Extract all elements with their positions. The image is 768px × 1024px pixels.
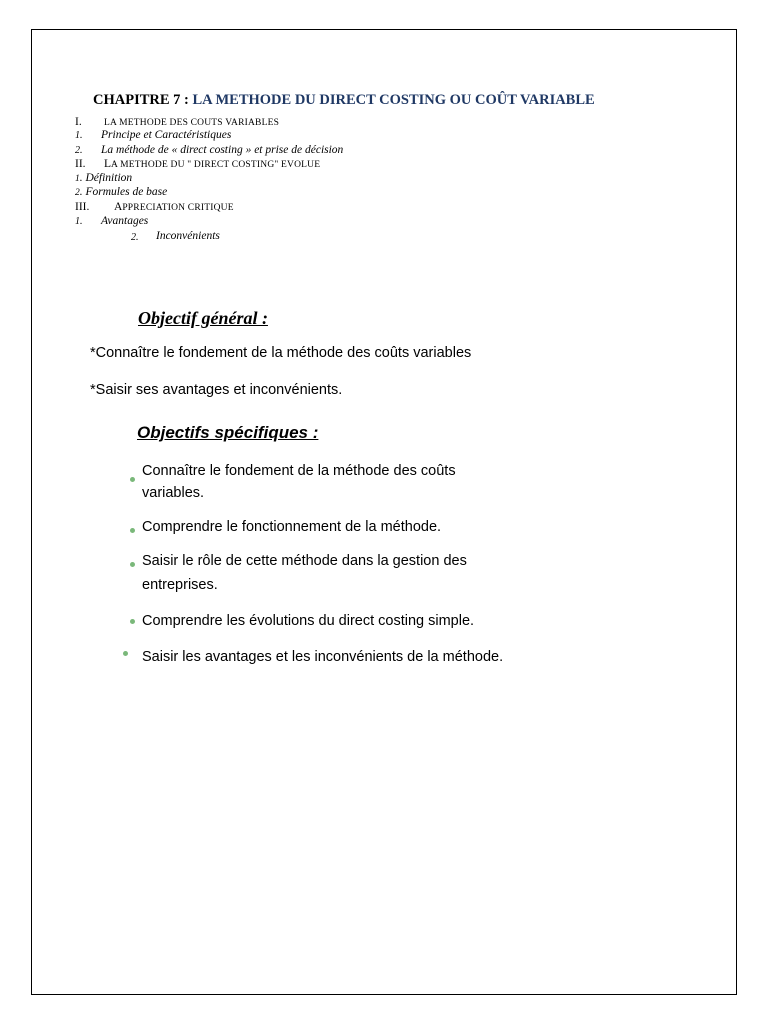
bullet-icon [130, 562, 135, 567]
toc-num: 2. [131, 232, 139, 243]
toc-item-2: Principe et Caractéristiques [101, 129, 232, 141]
toc-item-1: LA METHODE DES COUTS VARIABLES [104, 118, 280, 128]
toc-item-5 [75, 171, 132, 186]
specific-item-3-line-1: Saisir le rôle de cette méthode dans la gestion des [142, 553, 467, 569]
chapter-number: CHAPITRE 7 : [93, 92, 193, 108]
bullet-icon [130, 477, 135, 482]
toc-initial: A [114, 201, 123, 213]
specific-item-3-line-2: entreprises. [142, 577, 218, 593]
bullet-icon [123, 651, 128, 656]
toc-item-3: La méthode de « direct costing » et prise de décision [101, 144, 344, 156]
specific-item-1-line-2: variables. [142, 485, 205, 501]
toc-rest: PPRECIATION CRITIQUE [122, 203, 234, 213]
toc-num: 1. [75, 130, 83, 141]
toc-num: I. [75, 116, 82, 128]
toc-initial: L [104, 158, 112, 170]
toc-item-9: Inconvénients [156, 230, 220, 242]
bullet-icon [130, 528, 135, 533]
chapter-title [93, 92, 595, 109]
toc-item-8: Avantages [101, 215, 149, 227]
toc-num: II. [75, 158, 86, 170]
toc-num: 2 [75, 188, 80, 198]
toc-num: III. [75, 201, 90, 213]
toc-text: . Formules de base [79, 186, 168, 198]
bullet-icon [130, 619, 135, 624]
toc-item-6 [75, 185, 167, 200]
specific-item-2: Comprendre le fonctionnement de la méthode. [142, 519, 442, 535]
objectif-general-item: *Saisir ses avantages et inconvénients. [90, 382, 343, 398]
toc-item-7 [114, 200, 234, 215]
page-border [31, 29, 737, 995]
chapter-name: LA METHODE DU DIRECT COSTING OU COÛT VARIABLE [192, 92, 595, 108]
toc-num: 1. [75, 216, 83, 227]
specific-item-4: Comprendre les évolutions du direct costing simple. [142, 613, 475, 629]
toc-num: 1 [75, 174, 80, 184]
specific-item-5: Saisir les avantages et les inconvénients de la méthode. [142, 649, 504, 665]
objectif-general-item: *Connaître le fondement de la méthode des coûts variables [90, 345, 472, 361]
toc-item-4 [104, 157, 320, 172]
toc-text: . Définition [79, 172, 133, 184]
objectifs-specifiques-heading: Objectifs spécifiques : [137, 423, 319, 442]
toc-rest: A METHODE DU " DIRECT COSTING" EVOLUE [111, 160, 321, 170]
objectif-general-heading: Objectif général : [138, 308, 268, 328]
specific-item-1-line-1: Connaître le fondement de la méthode des coûts [142, 463, 456, 479]
toc-num: 2. [75, 145, 83, 156]
